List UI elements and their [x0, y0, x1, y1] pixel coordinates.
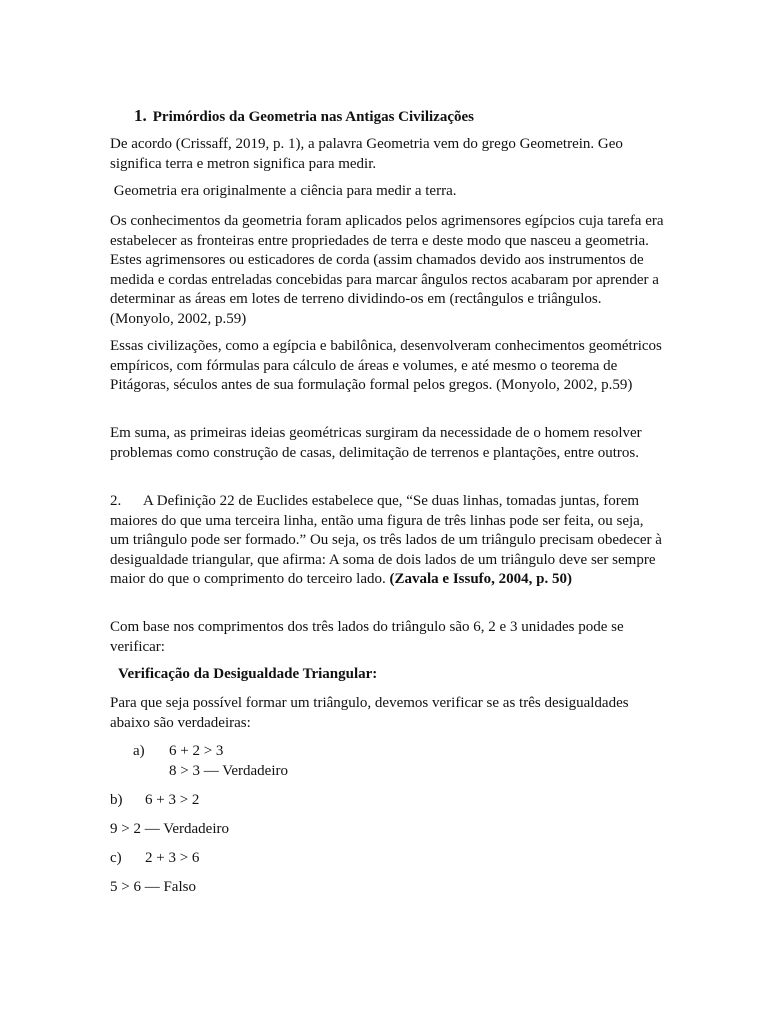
inequality-c-expression: 2 + 3 > 6	[145, 850, 200, 866]
inequality-c-result: 5 > 6 — Falso	[110, 879, 196, 895]
inequality-b-label: b)	[110, 792, 123, 808]
section-1-heading	[134, 106, 474, 128]
section-1-number: 1.	[134, 106, 147, 125]
paragraph-summary: Em suma, as primeiras ideias geométricas surgiram da necessidade de o homem resolver problemas como construção de casas, delimitação de terrenos e plantações, entre outros.	[110, 425, 642, 461]
inequality-c-label: c)	[110, 850, 122, 866]
verification-heading: Verificação da Desigualdade Triangular:	[118, 666, 378, 682]
inequality-a-label: a)	[133, 743, 145, 759]
paragraph-civilizations: Essas civilizações, como a egípcia e babilônica, desenvolveram conhecimentos geométricos empíricos, com fórmulas para cálculo de áreas e volumes, e até mesmo o teorema de Pitágoras, séculos antes de sua formulação formal pelos gregos. (Monyolo, 2002, p.59)	[110, 338, 662, 393]
inequality-b-result: 9 > 2 — Verdadeiro	[110, 821, 229, 837]
section-1-title: Primórdios da Geometria nas Antigas Civilizações	[152, 109, 474, 125]
paragraph-triangle-sides: Com base nos comprimentos dos três lados do triângulo são 6, 2 e 3 unidades pode se verificar:	[110, 619, 624, 655]
inequality-a	[133, 742, 288, 781]
inequality-a-result: 8 > 3 — Verdadeiro	[169, 762, 288, 779]
paragraph-etymology: De acordo (Crissaff, 2019, p. 1), a palavra Geometria vem do grego Geometrein. Geo significa terra e metron significa para medir.	[110, 136, 623, 172]
inequality-b	[110, 791, 199, 811]
inequality-b-expression: 6 + 3 > 2	[145, 792, 200, 808]
inequality-a-expression: 6 + 2 > 3	[169, 743, 224, 759]
paragraph-verification-intro: Para que seja possível formar um triângulo, devemos verificar se as três desigualdades abaixo são verdadeiras:	[110, 695, 629, 731]
paragraph-euclid-definition	[110, 492, 665, 590]
section-2-number: 2.	[110, 493, 122, 509]
paragraph-definition: Geometria era originalmente a ciência para medir a terra.	[110, 183, 457, 199]
paragraph-egyptian-surveyors: Os conhecimentos da geometria foram aplicados pelos agrimensores egípcios cuja tarefa era estabelecer as fronteiras entre propriedades de terra e deste modo que nasceu a geometria. Estes agrimensores ou esticadores de corda (assim chamados devido aos instrumentos de medida e cordas entreladas concebidas para marcar ângulos rectos acabaram por aprender a determinar as áreas em lotes de terreno dividindo-os em (rectângulos e triângulos. (Monyolo, 2002, p.59)	[110, 213, 664, 327]
euclid-citation: (Zavala e Issufo, 2004, p. 50)	[389, 571, 573, 587]
euclid-text: A Definição 22 de Euclides estabelece que, “Se duas linhas, tomadas juntas, forem maiores do que uma terceira linha, então uma figura de três linhas pode ser feita, ou seja, um triângulo pode ser formado.” Ou seja, os três lados de um triângulo precisam obedecer à desigualdade triangular, que afirma: A soma de dois lados de um triângulo deve ser sempre maior do que o comprimento do terceiro lado.	[110, 493, 662, 587]
inequality-c	[110, 849, 199, 869]
